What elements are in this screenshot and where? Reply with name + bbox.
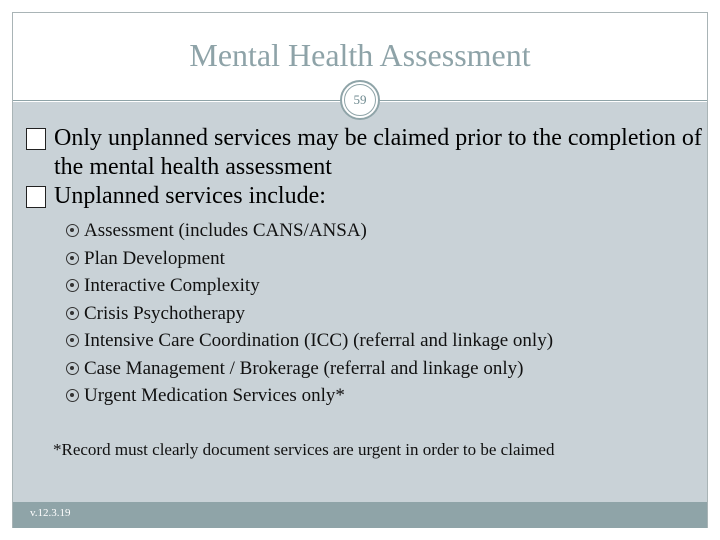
bullet-item xyxy=(24,182,704,211)
bullet-list xyxy=(24,124,704,410)
circle-bullet-icon xyxy=(66,362,79,375)
sub-bullet-item xyxy=(24,245,704,273)
bullet-text: Only unplanned services may be claimed prior to the completion of the mental health assessment xyxy=(54,125,702,180)
footer-bar xyxy=(13,502,707,528)
version-label: v.12.3.19 xyxy=(30,507,71,519)
sub-bullet-text: Intensive Care Coordination (ICC) (referral and linkage only) xyxy=(84,330,554,351)
sub-bullet-text: Interactive Complexity xyxy=(84,275,260,296)
square-bullet-icon xyxy=(26,186,46,208)
circle-bullet-icon xyxy=(66,334,79,347)
sub-bullet-item xyxy=(24,382,704,410)
page-number-badge xyxy=(340,80,380,120)
sub-bullet-item xyxy=(24,300,704,328)
circle-bullet-icon xyxy=(66,279,79,292)
sub-bullet-text: Urgent Medication Services only* xyxy=(84,385,345,406)
sub-bullet-item xyxy=(24,355,704,383)
slide-title: Mental Health Assessment xyxy=(189,37,531,73)
sub-bullet-text: Crisis Psychotherapy xyxy=(84,302,245,324)
circle-bullet-icon xyxy=(66,389,79,402)
sub-bullet-text: Case Management / Brokerage (referral and linkage only) xyxy=(84,357,524,379)
page-number: 59 xyxy=(344,84,376,116)
sub-bullet-text: Plan Development xyxy=(84,247,225,269)
sub-bullet-text: Assessment (includes CANS/ANSA) xyxy=(84,220,367,241)
circle-bullet-icon xyxy=(66,224,79,237)
footnote: *Record must clearly document services are urgent in order to be claimed xyxy=(53,440,555,459)
circle-bullet-icon xyxy=(66,252,79,265)
bullet-item xyxy=(24,124,704,182)
circle-bullet-icon xyxy=(66,307,79,320)
square-bullet-icon xyxy=(26,128,46,150)
sub-bullet-item xyxy=(24,272,704,300)
bullet-text: Unplanned services include: xyxy=(54,183,326,209)
sub-bullet-item xyxy=(24,217,704,245)
sub-bullet-item xyxy=(24,327,704,355)
